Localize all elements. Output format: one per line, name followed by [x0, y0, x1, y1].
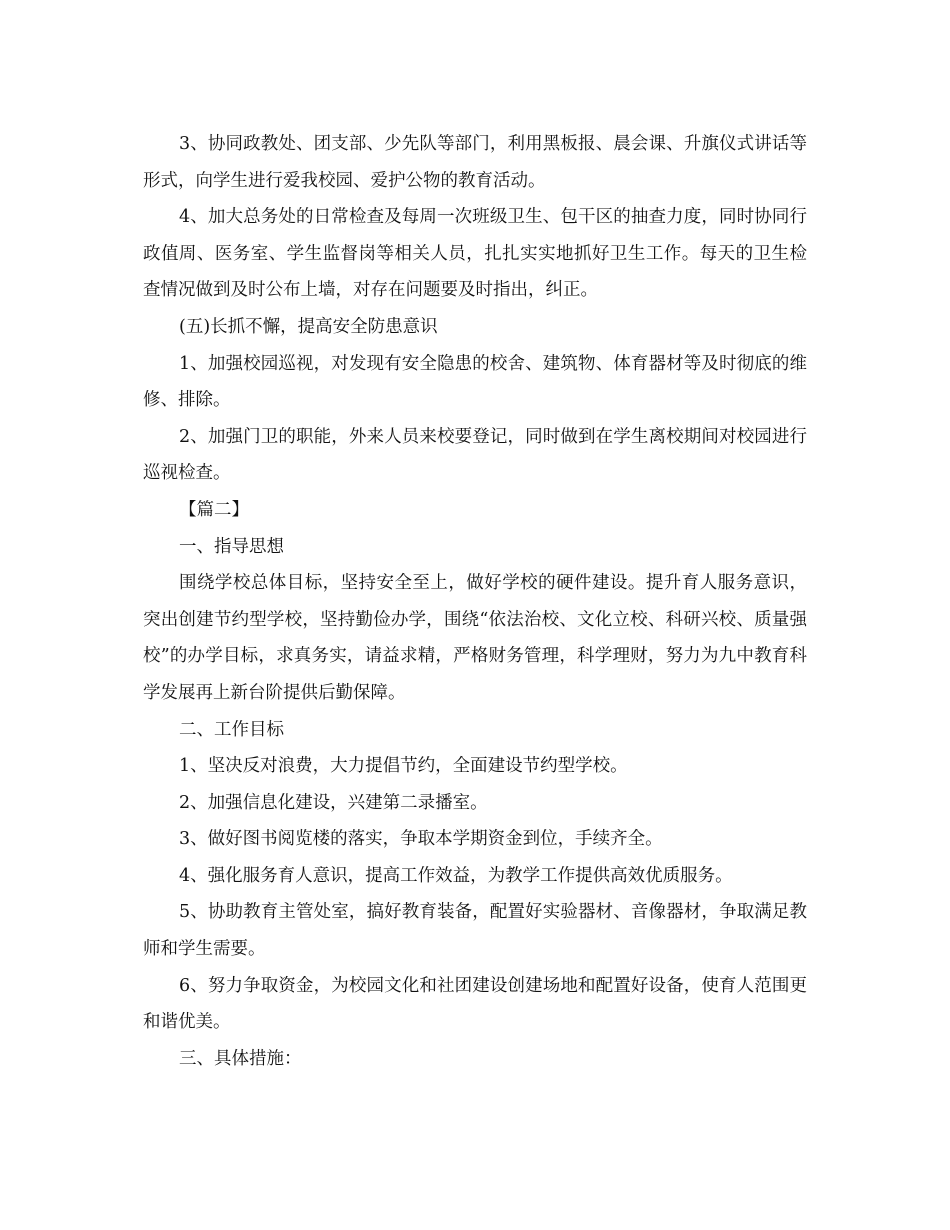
goal-item-6: 6、努力争取资金，为校园文化和社团建设创建场地和配置好设备，使育人范围更和谐优美。 — [143, 975, 807, 1033]
section-heading-work-goals: 二、工作目标 — [179, 719, 284, 740]
goal-item-5: 5、协助教育主管处室，搞好教育装备，配置好实验器材、音像器材，争取满足教师和学生需要。 — [143, 902, 807, 960]
goal-item-2: 2、加强信息化建设，兴建第二录播室。 — [179, 792, 488, 813]
goal-item-4: 4、强化服务育人意识，提高工作效益，为教学工作提供高效优质服务。 — [179, 865, 733, 886]
goal-item-1: 1、坚决反对浪费，大力提倡节约，全面建设节约型学校。 — [179, 756, 628, 777]
section-heading-measures: 三、具体措施： — [179, 1048, 302, 1069]
section-heading-guiding-ideology: 一、指导思想 — [179, 536, 284, 557]
document-body — [143, 126, 807, 1077]
goal-item-3: 3、做好图书阅览楼的落实，争取本学期资金到位，手续齐全。 — [179, 829, 663, 850]
paragraph-guiding-ideology: 围绕学校总体目标，坚持安全至上，做好学校的硬件建设。提升育人服务意识，突出创建节约型学校，坚持勤俭办学，围绕“依法治校、文化立校、科研兴校、质量强校”的办学目标，求真务实，请益求精，严格财务管理，科学理财，努力为九中教育科学发展再上新台阶提供后勤保障。 — [143, 573, 807, 703]
paragraph-item-1: 1、加强校园巡视，对发现有安全隐患的校舍、建筑物、体育器材等及时彻底的维修、排除。 — [143, 353, 807, 411]
paragraph-item-4: 4、加大总务处的日常检查及每周一次班级卫生、包干区的抽查力度，同时协同行政值周、医务室、学生监督岗等相关人员，扎扎实实地抓好卫生工作。每天的卫生检查情况做到及时公布上墙，对存在问题要及时指出，纠正。 — [143, 207, 807, 301]
chapter-heading: 【篇二】 — [179, 499, 249, 520]
paragraph-item-2: 2、加强门卫的职能，外来人员来校要登记，同时做到在学生离校期间对校园进行巡视检查。 — [143, 426, 807, 484]
paragraph-item-3: 3、协同政教处、团支部、少先队等部门，利用黑板报、晨会课、升旗仪式讲话等形式，向学生进行爱我校园、爱护公物的教育活动。 — [143, 134, 807, 191]
section-heading-five: (五)长抓不懈，提高安全防患意识 — [179, 316, 438, 337]
